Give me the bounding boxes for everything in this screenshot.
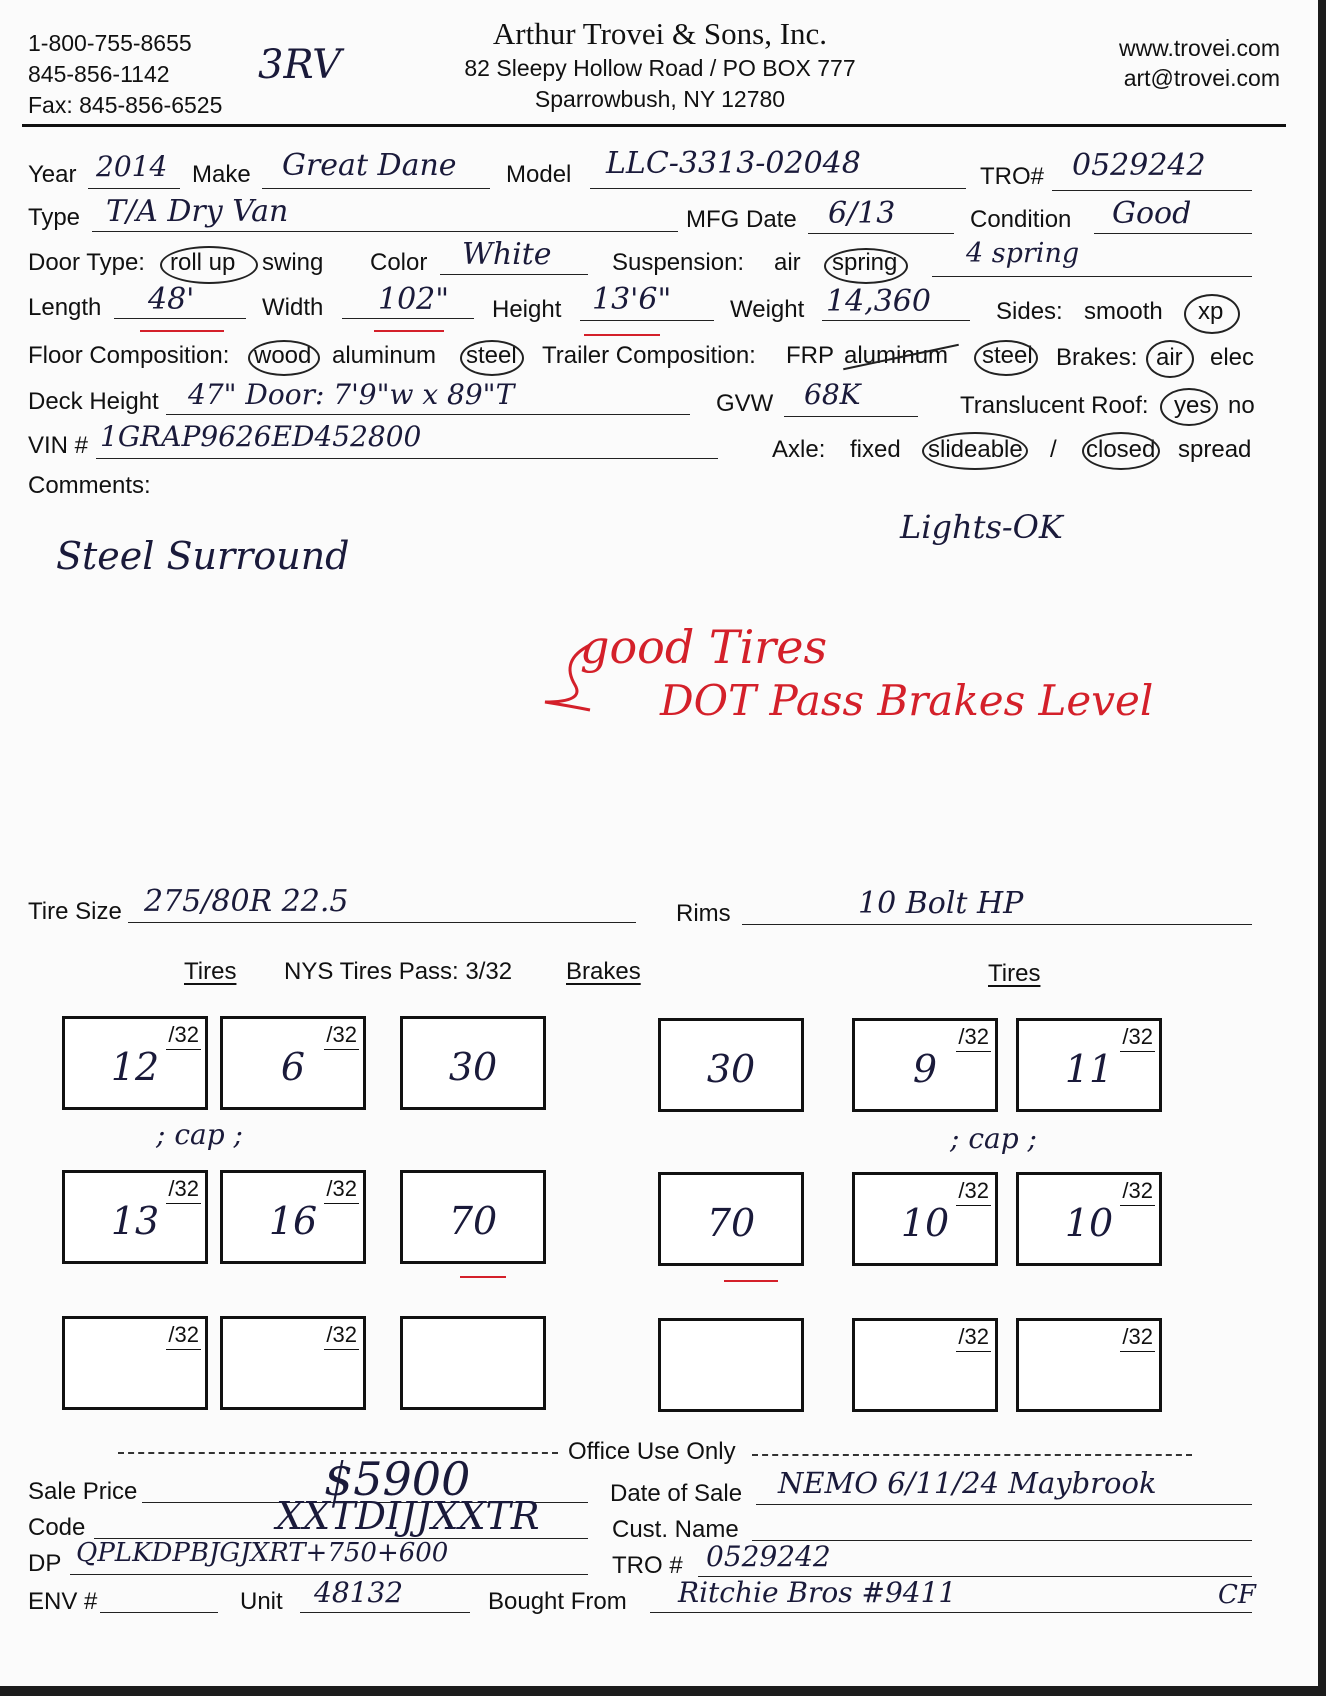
trailer-comp-aluminum[interactable]: aluminum	[844, 342, 949, 369]
dp-line	[70, 1574, 588, 1575]
header-divider	[22, 124, 1286, 127]
trailer-comp-label: Trailer Composition:	[542, 342, 756, 369]
tread-fraction: /32	[1122, 1024, 1153, 1049]
height-red-underline	[584, 334, 660, 336]
brake-right-2-red-mark	[724, 1280, 778, 1282]
floor-wood[interactable]: wood	[254, 342, 312, 369]
brake-box-left-2[interactable]	[400, 1170, 546, 1264]
tread-fraction: /32	[958, 1324, 989, 1349]
tire-box-left-outer-1[interactable]	[62, 1016, 208, 1110]
roof-yes-circle	[1160, 388, 1218, 426]
tire-box-right-inner-1[interactable]	[852, 1018, 998, 1112]
trailer-comp-steel[interactable]: steel	[982, 342, 1033, 369]
brakes-label: Brakes:	[1056, 344, 1138, 371]
axle-closed[interactable]: closed	[1086, 436, 1156, 463]
make-line	[262, 188, 490, 189]
suspension-selection-circle	[824, 248, 908, 284]
tire-box-right-inner-2[interactable]	[852, 1172, 998, 1266]
office-use-heading: Office Use Only	[568, 1438, 736, 1465]
tread-fraction: /32	[168, 1022, 199, 1047]
model-line	[590, 188, 966, 189]
condition-field[interactable]: Good	[1112, 196, 1192, 231]
tire-box-right-inner-3[interactable]	[852, 1318, 998, 1412]
tro-line	[1052, 190, 1252, 191]
vin-field[interactable]: 1GRAP9626ED452800	[100, 420, 422, 453]
weight-label: Weight	[730, 296, 805, 323]
brake-box-left-1[interactable]	[400, 1016, 546, 1110]
tire-size-label: Tire Size	[28, 898, 122, 925]
length-label: Length	[28, 294, 102, 321]
make-field[interactable]: Great Dane	[282, 148, 457, 183]
unit-line	[300, 1612, 470, 1613]
sale-price-field[interactable]: $5900	[324, 1452, 471, 1506]
tread-fraction: /32	[168, 1176, 199, 1201]
sides-xp[interactable]: xp	[1198, 298, 1224, 325]
type-label: Type	[28, 204, 81, 231]
length-field[interactable]: 48'	[148, 282, 195, 317]
type-field[interactable]: T/A Dry Van	[106, 194, 289, 229]
height-field[interactable]: 13'6"	[592, 282, 672, 317]
unit-label: Unit	[240, 1588, 283, 1615]
tires-heading-right: Tires	[988, 960, 1041, 987]
width-line	[342, 318, 474, 319]
width-red-underline	[374, 330, 444, 332]
tire-box-right-outer-2[interactable]	[1016, 1172, 1162, 1266]
width-field[interactable]: 102"	[378, 282, 450, 317]
phone-1: 1-800-755-8655	[28, 30, 192, 56]
model-label: Model	[506, 161, 572, 188]
weight-line	[822, 320, 970, 321]
suspension-line	[932, 276, 1252, 277]
mfg-date-label: MFG Date	[686, 206, 797, 233]
make-label: Make	[192, 161, 251, 188]
deck-height-line	[166, 414, 690, 415]
tires-heading-left: Tires	[184, 958, 237, 985]
gvw-field[interactable]: 68K	[804, 378, 861, 411]
door-type-selection-circle	[160, 246, 258, 284]
axle-slideable-circle	[922, 432, 1028, 470]
axle-slideable[interactable]: slideable	[928, 436, 1023, 463]
env-line	[100, 1612, 218, 1613]
brake-value: 30	[706, 1047, 756, 1091]
brakes-heading: Brakes	[566, 958, 641, 985]
brake-value: 70	[706, 1201, 756, 1245]
year-label: Year	[28, 161, 77, 188]
color-field[interactable]: White	[462, 237, 552, 272]
weight-field[interactable]: 14,360	[826, 284, 931, 319]
brake-box-right-2[interactable]	[658, 1172, 804, 1266]
tread-value: 10	[900, 1201, 950, 1245]
suspension-spring[interactable]: spring	[832, 249, 898, 276]
model-field[interactable]: LLC-3313-02048	[606, 146, 861, 181]
door-type-label: Door Type:	[28, 249, 145, 276]
roof-yes[interactable]: yes	[1174, 392, 1212, 419]
date-of-sale-line	[756, 1504, 1252, 1505]
tire-box-left-inner-3[interactable]	[220, 1316, 366, 1410]
floor-label: Floor Composition:	[28, 342, 230, 369]
sides-label: Sides:	[996, 298, 1063, 325]
width-label: Width	[262, 294, 324, 321]
mfg-date-field[interactable]: 6/13	[828, 196, 896, 231]
tread-fraction: /32	[168, 1322, 199, 1347]
height-label: Height	[492, 296, 562, 323]
brake-box-right-3[interactable]	[658, 1318, 804, 1412]
trailer-comp-steel-circle	[974, 340, 1038, 376]
axle-closed-circle	[1082, 432, 1160, 470]
nys-tires-note: NYS Tires Pass: 3/32	[284, 958, 513, 985]
env-label: ENV #	[28, 1588, 98, 1615]
tire-box-right-outer-3[interactable]	[1016, 1318, 1162, 1412]
cust-name-label: Cust. Name	[612, 1516, 739, 1543]
tire-box-right-outer-1[interactable]	[1016, 1018, 1162, 1112]
phone-2: 845-856-1142	[28, 61, 170, 87]
axle-label: Axle:	[772, 436, 826, 463]
door-type-roll-up[interactable]: roll up	[170, 249, 236, 276]
fax-number: Fax: 845-856-6525	[28, 92, 223, 118]
tire-box-left-inner-1[interactable]	[220, 1016, 366, 1110]
condition-line	[1094, 233, 1252, 234]
initials-field: CF	[1218, 1580, 1256, 1610]
roof-no[interactable]: no	[1228, 392, 1255, 419]
tread-value: 11	[1064, 1047, 1114, 1091]
axle-separator: /	[1050, 436, 1057, 463]
brake-value: 70	[448, 1199, 498, 1243]
bought-from-label: Bought From	[488, 1588, 627, 1615]
code-field[interactable]: XXTDIJJXXTR	[276, 1494, 540, 1538]
tire-size-line	[128, 922, 636, 923]
sides-selection-circle	[1184, 294, 1240, 334]
office-divider-right	[752, 1454, 1192, 1456]
email-link[interactable]: art@trovei.com	[1123, 65, 1280, 91]
tread-fraction: /32	[326, 1022, 357, 1047]
tire-box-left-inner-2[interactable]	[220, 1170, 366, 1264]
company-name: Arthur Trovei & Sons, Inc.	[492, 16, 828, 51]
year-line	[88, 188, 180, 189]
cap-note-left: ; cap ;	[156, 1118, 243, 1151]
tread-fraction: /32	[958, 1024, 989, 1049]
tire-size-field[interactable]: 275/80R 22.5	[144, 884, 349, 919]
floor-aluminum[interactable]: aluminum	[332, 342, 437, 369]
gvw-label: GVW	[716, 390, 774, 417]
comment-good-tires: good Tires	[580, 620, 828, 674]
rims-label: Rims	[676, 900, 731, 927]
office-tro-field[interactable]: 0529242	[706, 1540, 831, 1573]
door-type-swing[interactable]: swing	[262, 249, 324, 276]
comment-dot-pass: DOT Pass Brakes Level	[660, 676, 1154, 725]
color-line	[440, 274, 588, 275]
tread-fraction: /32	[326, 1322, 357, 1347]
vin-line	[96, 458, 718, 459]
tread-value: 9	[912, 1047, 938, 1091]
sale-price-label: Sale Price	[28, 1478, 138, 1505]
tread-fraction: /32	[958, 1178, 989, 1203]
tread-value: 12	[110, 1045, 160, 1089]
suspension-field[interactable]: 4 spring	[966, 238, 1080, 269]
bought-from-line	[650, 1612, 1252, 1613]
tro-field[interactable]: 0529242	[1072, 148, 1206, 183]
rims-line	[742, 924, 1252, 925]
color-label: Color	[370, 249, 428, 276]
tire-box-left-outer-3[interactable]	[62, 1316, 208, 1410]
length-line	[114, 318, 246, 319]
floor-wood-circle	[248, 340, 320, 376]
deck-height-field[interactable]: 47" Door: 7'9"w x 89"T	[188, 378, 515, 411]
vin-label: VIN #	[28, 432, 89, 459]
axle-spread[interactable]: spread	[1178, 436, 1252, 463]
tread-value: 16	[268, 1199, 318, 1243]
suspension-label: Suspension:	[612, 249, 745, 276]
code-label: Code	[28, 1514, 86, 1541]
condition-label: Condition	[970, 206, 1072, 233]
tread-value: 10	[1064, 1201, 1114, 1245]
floor-steel[interactable]: steel	[466, 342, 517, 369]
rims-field[interactable]: 10 Bolt HP	[858, 886, 1024, 921]
floor-steel-circle	[460, 340, 524, 376]
tread-fraction: /32	[1122, 1324, 1153, 1349]
comment-lights-ok: Lights-OK	[900, 508, 1063, 546]
dp-label: DP	[28, 1550, 62, 1577]
tread-value: 6	[280, 1045, 306, 1089]
axle-fixed[interactable]: fixed	[850, 436, 901, 463]
bought-from-field[interactable]: Ritchie Bros #9411	[678, 1576, 957, 1609]
red-brace-mark	[540, 640, 610, 720]
website-link[interactable]: www.trovei.com	[1118, 35, 1280, 61]
brakes-air[interactable]: air	[1156, 344, 1183, 371]
brakes-elec[interactable]: elec	[1210, 344, 1255, 371]
tro-label: TRO#	[980, 163, 1045, 190]
comments-label: Comments:	[28, 472, 151, 499]
height-line	[580, 320, 714, 321]
deck-height-label: Deck Height	[28, 388, 159, 415]
office-tro-label: TRO #	[612, 1552, 683, 1579]
brake-box-right-1[interactable]	[658, 1018, 804, 1112]
unit-field[interactable]: 48132	[314, 1576, 404, 1609]
dp-field[interactable]: QPLKDPBJGJXRT+750+600	[76, 1538, 449, 1568]
length-red-underline	[140, 330, 224, 332]
company-address-1: 82 Sleepy Hollow Road / PO BOX 777	[464, 55, 856, 81]
date-of-sale-field[interactable]: NEMO 6/11/24 Maybrook	[778, 1466, 1157, 1500]
year-field[interactable]: 2014	[96, 150, 168, 183]
date-of-sale-label: Date of Sale	[610, 1480, 743, 1507]
tread-fraction: /32	[1122, 1178, 1153, 1203]
sides-smooth[interactable]: smooth	[1084, 298, 1163, 325]
mfg-date-line	[808, 233, 954, 234]
company-address-2: Sparrowbush, NY 12780	[534, 86, 786, 112]
suspension-air[interactable]: air	[774, 249, 801, 276]
comment-steel-surround: Steel Surround	[56, 534, 350, 578]
trailer-comp-frp[interactable]: FRP	[786, 342, 834, 369]
gvw-line	[784, 416, 918, 417]
tread-fraction: /32	[326, 1176, 357, 1201]
cap-note-right: ; cap ;	[950, 1122, 1037, 1155]
tire-box-left-outer-2[interactable]	[62, 1170, 208, 1264]
handwritten-code: 3RV	[258, 42, 342, 88]
brake-left-2-red-mark	[460, 1276, 506, 1278]
brake-value: 30	[448, 1045, 498, 1089]
tread-value: 13	[110, 1199, 160, 1243]
brake-box-left-3[interactable]	[400, 1316, 546, 1410]
type-line	[92, 231, 678, 232]
brakes-air-circle	[1146, 340, 1194, 378]
roof-label: Translucent Roof:	[960, 392, 1149, 419]
